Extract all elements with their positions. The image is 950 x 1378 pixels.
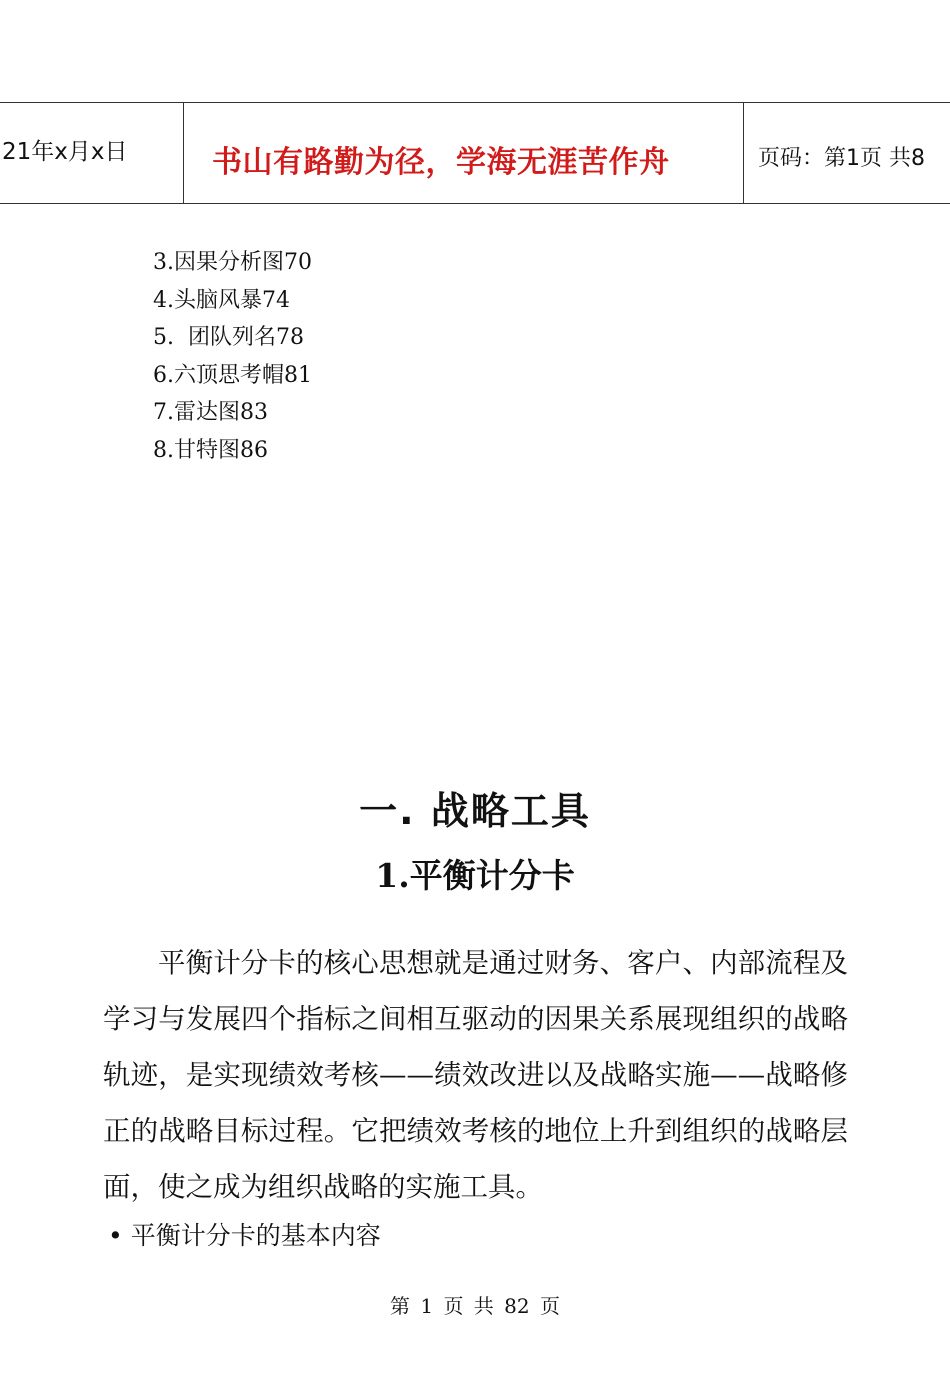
header-motto-cell: [184, 103, 744, 203]
header-page-number: 页码：第1页 共8: [758, 146, 925, 171]
toc-item: 6.六顶思考帽81: [153, 362, 312, 388]
sub-title: 1.平衡计分卡: [375, 856, 575, 895]
header-date-cell: [0, 103, 184, 203]
bullet-item: [108, 1216, 381, 1252]
page-header: [0, 102, 950, 204]
section-title: 一. 战略工具: [359, 789, 591, 833]
toc-item: 4.头脑风暴74: [153, 287, 290, 313]
table-of-contents: [153, 244, 312, 469]
header-motto: 书山有路勤为径，学海无涯苦作舟: [212, 145, 670, 180]
header-date: 21年x月x日: [2, 139, 128, 165]
toc-item: 3.因果分析图70: [153, 250, 312, 275]
header-page-cell: [744, 103, 950, 203]
bullet-text: 平衡计分卡的基本内容: [130, 1221, 381, 1250]
toc-item: 5. 团队列名78: [153, 325, 304, 350]
body-paragraph: 平衡计分卡的核心思想就是通过财务、客户、内部流程及学习与发展四个指标之间相互驱动的因果关系展现组织的战略轨迹，是实现绩效考核——绩效改进以及战略实施——战略修正的战略目标过程。它把绩效考核的地位上升到组织的战略层面，使之成为组织战略的实施工具。: [103, 947, 848, 1203]
bullet-dot: •: [108, 1221, 123, 1250]
page-footer: 第 1 页 共 82 页: [390, 1294, 560, 1318]
toc-item: 8.甘特图86: [153, 437, 268, 463]
toc-item: 7.雷达图83: [153, 400, 268, 425]
